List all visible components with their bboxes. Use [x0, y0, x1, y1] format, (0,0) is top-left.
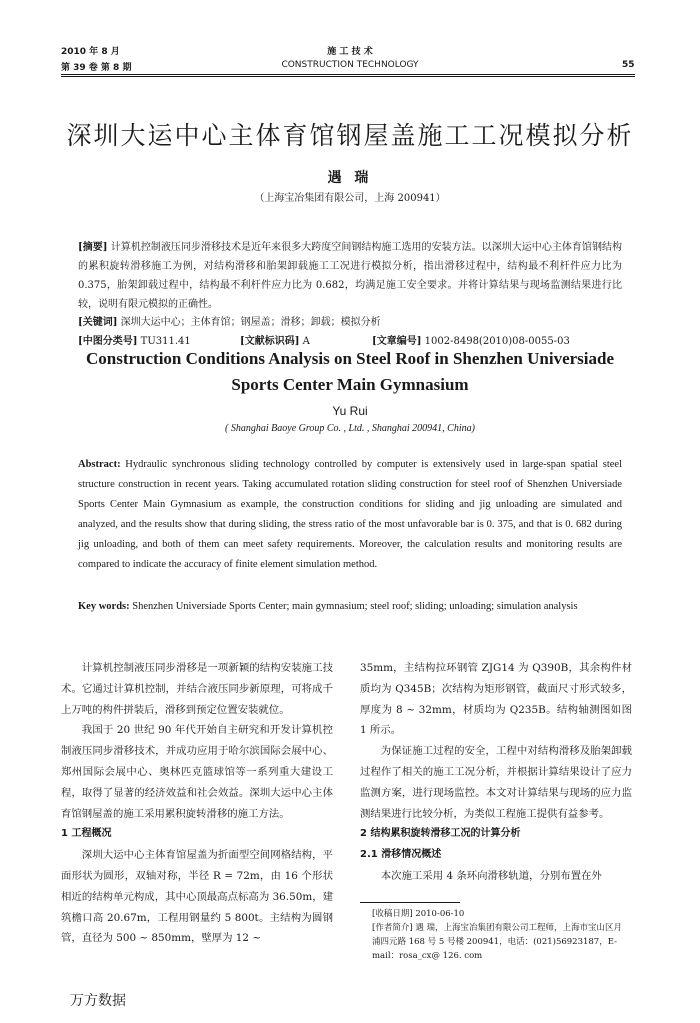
body-paragraph: 我国于 20 世纪 90 年代开始自主研究和开发计算机控制液压同步滑移技术，并成功应用于哈尔滨国际会展中心、郑州国际会展中心、奥林匹克篮球馆等一系列重大建设工程，取得了显著的经济效益和社会效益。深圳大运中心主体育馆钢屋盖的施工采用累积旋转滑移的施工方法。: [61, 724, 333, 820]
header-date: 2010 年 8 月: [61, 47, 120, 57]
keywords-en: [78, 597, 622, 617]
keywords-cn-text: 深圳大运中心；主体育馆；钢屋盖；滑移；卸载；模拟分析: [120, 317, 381, 328]
page-title-en: [0, 346, 700, 398]
keywords-en-label: Key words:: [78, 601, 130, 612]
body-paragraph: 35mm，主结构拉环钢管 ZJG14 为 Q390B，其余构件材质均为 Q345B；次结构为矩形钢管，截面尺寸形式较多，厚度为 8 ~ 32mm，材质均为 Q235B。结构轴测图如图 1 所示。: [360, 662, 632, 737]
abstract-cn-text: 计算机控制液压同步滑移技术是近年来很多大跨度空间钢结构施工选用的安装方法。以深圳大运中心主体育馆钢结构的累积旋转滑移施工为例，对结构滑移和胎架卸载施工工况进行模拟分析，指出滑移过程中，结构最不利杆件应力比为 0.375，胎架卸载过程中，结构最不利杆件应力比为 0.682，均满足施工安全要求。并将计算结果与现场监测结果进行比较，说明有限元模拟的正确性。: [78, 242, 623, 310]
author-cn: 遇 瑞: [327, 170, 373, 186]
page-title-cn: 深圳大运中心主体育馆钢屋盖施工工况模拟分析: [66, 121, 634, 150]
abstract-cn-label: [摘要]: [78, 242, 108, 253]
affiliation-cn: （上海宝冶集团有限公司，上海 200941）: [254, 193, 446, 204]
subsection-heading: 2.1 滑移情况概述: [360, 849, 442, 861]
section-heading: 1 工程概况: [61, 828, 112, 840]
header-rule-double: [61, 76, 635, 77]
title-en-text: Construction Conditions Analysis on Steel Roof in Shenzhen Universiade Sports Center Main Gymnasium: [85, 349, 615, 394]
author-en: Yu Rui: [332, 404, 368, 418]
footnote-received: [收稿日期] 2010-06-10: [372, 909, 465, 919]
doc-code-value: A: [302, 336, 310, 347]
keywords-cn-label: [关键词]: [78, 317, 118, 328]
header-journal-en: CONSTRUCTION TECHNOLOGY: [281, 60, 419, 70]
footnote-rule: [360, 902, 460, 903]
section-heading: 2 结构累积旋转滑移工况的计算分析: [360, 828, 521, 840]
clc-label: [中图分类号]: [78, 336, 138, 347]
header-page-number: 55: [622, 60, 635, 70]
doc-code-label: [文献标识码]: [240, 336, 300, 347]
header-rule: [61, 74, 635, 75]
body-paragraph: 本次施工采用 4 条环向滑移轨道，分别布置在外: [380, 869, 602, 882]
clc-value: TU311.41: [140, 336, 191, 347]
abstract-en: [78, 455, 622, 574]
keywords-en-text: Shenzhen Universiade Sports Center; main gymnasium; steel roof; sliding; unloading; simulation analysis: [132, 601, 578, 612]
body-right-column: [360, 658, 632, 887]
body-paragraph: 计算机控制液压同步滑移是一项新颖的结构安装施工技术。它通过计算机控制，并结合液压同步新原理，可将成千上万吨的构件拼装后，滑移到预定位置安装就位。: [61, 662, 333, 716]
watermark: 万方数据: [70, 993, 126, 1009]
abstract-en-label: Abstract:: [78, 459, 121, 470]
affiliation-en: ( Shanghai Baoye Group Co. , Ltd. , Shanghai 200941, China): [225, 423, 475, 434]
article-no-label: [文章编号]: [372, 336, 422, 347]
footnote-author-info: [作者简介] 遇 瑞，上海宝冶集团有限公司工程师，上海市宝山区月浦四元路 168 号 5 号楼 200941，电话：(021)56923187，E-mail：rosa_cx@ 126. com: [372, 923, 623, 961]
abstract-en-text: Hydraulic synchronous sliding technology controlled by computer is extensively used in large-span spatial steel structure construction in recent years. Taking accumulated rotation sliding construction for steel roof of Shenzhen Universiade Sports Center Main Gymnasium as example, the construction conditions for sliding and jig unloading are simulated and analyzed, and the results show that during sliding, the stress ratio of the most unfavorable bar is 0. 375, and that is 0. 682 during jig unloading, and both of them can meet safety requirements. Moreover, the calculation results and monitoring results are compared to indicate the accuracy of finite element simulation method.: [78, 459, 623, 570]
article-no-value: 1002-8498(2010)08-0055-03: [424, 336, 570, 347]
header-journal-cn: 施 工 技 术: [327, 47, 373, 57]
header-volume: 第 39 卷 第 8 期: [61, 63, 132, 73]
body-left-column: [61, 658, 333, 949]
abstract-cn: [78, 238, 622, 314]
body-paragraph: 深圳大运中心主体育馆屋盖为折面型空间网格结构，平面形状为圆形，双轴对称，半径 R = 72m，由 16 个形状相近的结构单元构成，其中心顶最高点标高为 36.50m，建筑檐口高 20.67m，工程用钢量约 5 800t。主结构为圆钢管，直径为 500 ~ 850mm，壁厚为 12 ~: [61, 849, 333, 945]
footnote: [372, 907, 630, 963]
keywords-cn: [78, 313, 622, 332]
body-paragraph: 为保证施工过程的安全，工程中对结构滑移及胎架卸载过程作了相关的施工工况分析，并根据计算结果设计了应力监测方案，进行现场监控。本文对计算结果与现场的应力监测结果进行比较分析，为类似工程施工提供有益参考。: [360, 745, 632, 820]
